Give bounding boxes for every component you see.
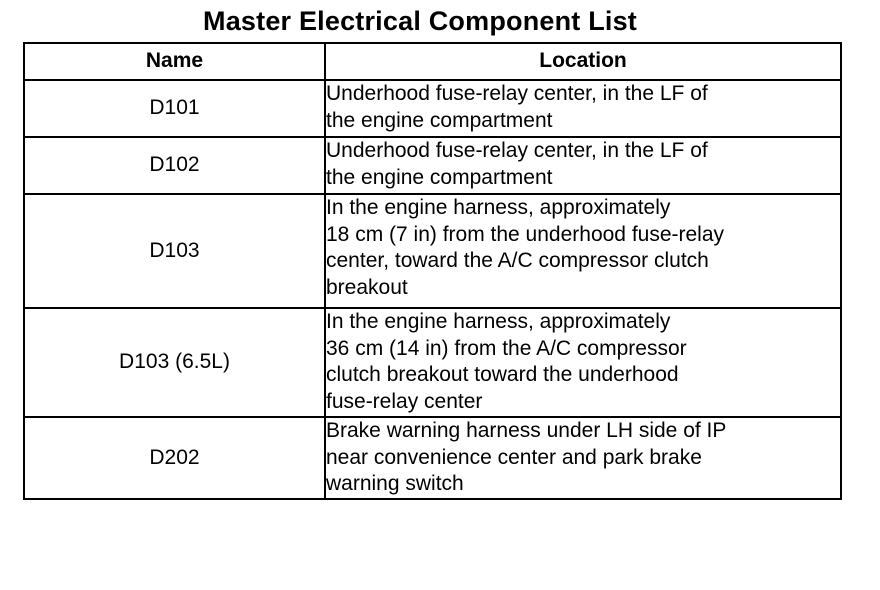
component-name-cell: D101 xyxy=(24,80,325,137)
component-name-cell: D202 xyxy=(24,417,325,499)
table-row xyxy=(24,308,841,417)
component-location-cell xyxy=(325,417,841,499)
component-location-cell xyxy=(325,137,841,194)
column-header-name: Name xyxy=(24,43,325,80)
location-line: fuse-relay center xyxy=(326,389,483,413)
location-line: 36 cm (14 in) from the A/C compressor xyxy=(326,336,687,360)
location-line: Underhood fuse-relay center, in the LF of xyxy=(326,139,708,162)
location-line: warning switch xyxy=(326,472,464,495)
location-line: the engine compartment xyxy=(326,108,553,132)
component-name-cell: D103 (6.5L) xyxy=(24,308,325,417)
table-row xyxy=(24,194,841,308)
location-line: near convenience center and park brake xyxy=(326,445,702,469)
component-name-cell: D103 xyxy=(24,194,325,308)
page-title: Master Electrical Component List xyxy=(203,6,637,36)
location-line: breakout xyxy=(326,275,408,299)
location-line: clutch breakout toward the underhood xyxy=(326,363,679,386)
location-line: 18 cm (7 in) from the underhood fuse-relay xyxy=(326,222,725,246)
location-line: Brake warning harness under LH side of IP xyxy=(326,419,727,442)
location-line: In the engine harness, approximately xyxy=(326,310,671,333)
location-line: In the engine harness, approximately xyxy=(326,196,671,219)
location-line: center, toward the A/C compressor clutch xyxy=(326,249,709,272)
component-name-cell: D102 xyxy=(24,137,325,194)
component-location-cell xyxy=(325,308,841,417)
component-location-cell xyxy=(325,194,841,308)
table-header-row xyxy=(24,43,841,80)
location-line: the engine compartment xyxy=(326,165,553,189)
component-table xyxy=(23,42,842,500)
table-row xyxy=(24,80,841,137)
table-row xyxy=(24,417,841,499)
component-location-cell xyxy=(325,80,841,137)
table-row xyxy=(24,137,841,194)
column-header-location: Location xyxy=(325,43,841,80)
location-line: Underhood fuse-relay center, in the LF of xyxy=(326,82,708,105)
